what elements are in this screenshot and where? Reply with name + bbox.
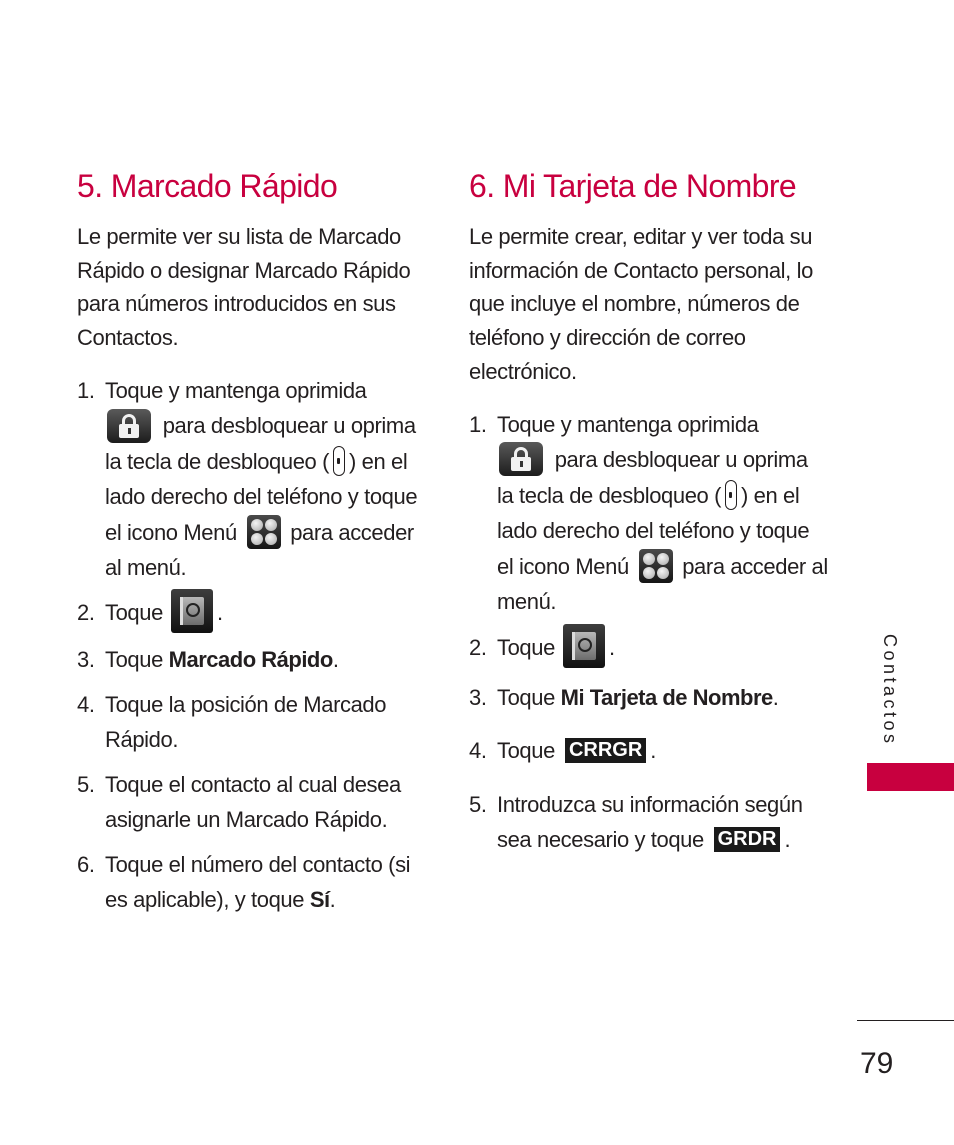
lock-icon xyxy=(499,442,543,476)
step-text: Toque el contacto al cual desea asignarle un Marcado Rápido. xyxy=(105,771,401,832)
list-item xyxy=(77,767,432,838)
section-title: 6. Mi Tarjeta de Nombre xyxy=(469,168,797,204)
step-number: 5. xyxy=(77,771,95,797)
step-text: para acceder al menú. xyxy=(497,553,828,615)
step-text: Toque xyxy=(497,738,555,764)
list-item xyxy=(77,642,432,678)
list-item xyxy=(77,687,432,758)
step-number: 4. xyxy=(469,738,487,764)
step-text: para acceder al menú. xyxy=(105,519,414,581)
step-text: Toque xyxy=(105,647,163,672)
step-text: para desbloquear u oprima la tecla de desbloqueo ( xyxy=(105,413,416,474)
step-text: Toque xyxy=(497,684,555,710)
step-text: Toque la posición de Marcado Rápido. xyxy=(105,691,387,752)
chapter-tab-label: Contactos xyxy=(880,634,900,747)
menu-icon xyxy=(639,549,673,583)
step-text: Toque xyxy=(105,599,163,625)
step-text: . xyxy=(784,827,791,853)
list-item xyxy=(469,630,829,668)
section-mi-tarjeta-de-nombre xyxy=(469,164,829,867)
step-text: . xyxy=(329,887,336,912)
list-item xyxy=(469,407,829,620)
step-text: . xyxy=(332,647,339,672)
contacts-icon xyxy=(171,589,213,633)
section-intro: Le permite crear, editar y ver toda su información de Contacto personal, lo que incluye el nombre, números de teléfono y dirección de correo electrónico. xyxy=(469,224,813,384)
list-item xyxy=(469,787,829,858)
step-text: para desbloquear u oprima la tecla de desbloqueo ( xyxy=(497,447,808,508)
step-text: . xyxy=(650,738,657,764)
step-text: Introduzca su información según sea necesario y toque xyxy=(497,791,803,853)
step-number: 5. xyxy=(469,791,487,817)
save-softkey: CRRGR xyxy=(565,738,646,763)
step-number: 1. xyxy=(77,377,95,403)
footer-divider xyxy=(857,1020,954,1021)
unlock-key-icon xyxy=(333,446,345,476)
step-text: Toque el número del contacto (si es aplicable), y toque xyxy=(105,851,411,912)
step-number: 2. xyxy=(77,599,95,625)
step-number: 1. xyxy=(469,411,487,437)
contacts-icon xyxy=(563,624,605,668)
steps-list xyxy=(469,407,829,858)
lock-icon xyxy=(107,409,151,443)
step-number: 3. xyxy=(469,684,487,710)
step-text: . xyxy=(772,684,779,710)
menu-option-label: Marcado Rápido xyxy=(168,647,333,672)
step-text: . xyxy=(608,634,615,660)
step-number: 6. xyxy=(77,851,95,877)
list-item xyxy=(77,847,432,918)
list-item xyxy=(77,595,432,633)
list-item xyxy=(469,680,829,716)
step-number: 3. xyxy=(77,647,95,672)
steps-list xyxy=(77,373,432,918)
step-text: Toque xyxy=(497,634,555,660)
step-text: Toque y mantenga oprimida xyxy=(105,377,367,403)
option-label: Sí xyxy=(309,887,330,912)
list-item xyxy=(469,733,829,769)
step-text: . xyxy=(216,599,223,625)
step-text: ) en el lado derecho del teléfono y toque el icono Menú xyxy=(105,448,418,545)
step-text: Toque y mantenga oprimida xyxy=(497,411,759,437)
list-item xyxy=(77,373,432,586)
save-softkey: GRDR xyxy=(714,827,781,852)
section-marcado-rapido xyxy=(77,164,432,927)
unlock-key-icon xyxy=(725,480,737,510)
section-title: 5. Marcado Rápido xyxy=(77,168,338,204)
menu-icon xyxy=(247,515,281,549)
menu-option-label: Mi Tarjeta de Nombre xyxy=(560,684,773,710)
step-number: 2. xyxy=(469,634,487,660)
step-number: 4. xyxy=(77,691,95,717)
chapter-tab-marker xyxy=(867,763,954,791)
section-intro: Le permite ver su lista de Marcado Rápido o designar Marcado Rápido para números introducidos en sus Contactos. xyxy=(77,224,411,351)
page-number: 79 xyxy=(860,1047,894,1080)
step-text: ) en el lado derecho del teléfono y toque el icono Menú xyxy=(497,482,810,579)
